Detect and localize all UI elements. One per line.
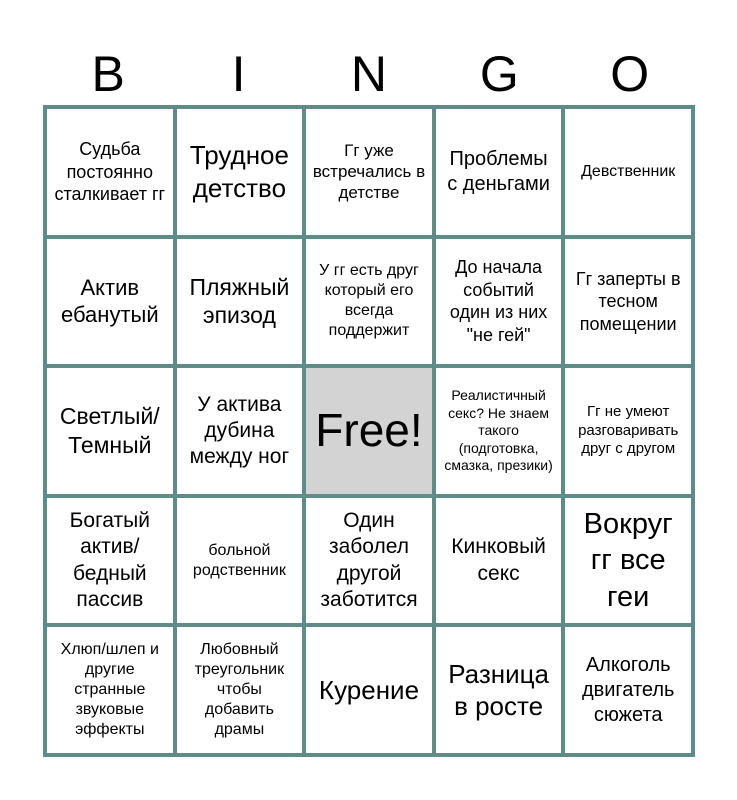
bingo-cell[interactable] (45, 625, 175, 755)
bingo-cell-text: Хлюп/шлеп и другие странные звуковые эффекты (60, 641, 159, 739)
bingo-cell-text: Гг не умеют разговаривать друг с другом (578, 402, 679, 458)
bingo-cell[interactable] (45, 496, 175, 626)
bingo-cell[interactable] (434, 237, 564, 367)
bingo-cell-text: Алкоголь двигатель сюжета (581, 653, 675, 726)
bingo-cell-text: У гг есть друг который его всегда поддержит (319, 262, 419, 340)
bingo-cell[interactable] (175, 625, 305, 755)
bingo-free-cell[interactable] (304, 366, 434, 496)
bingo-cell-text: больной родственник (192, 541, 286, 579)
bingo-cell-text: Гг уже встречались в детстве (312, 140, 426, 203)
bingo-cell[interactable] (175, 496, 305, 626)
bingo-cell[interactable] (563, 366, 693, 496)
bingo-cell-text: Богатый актив/ бедный пассив (69, 509, 150, 611)
bingo-cell[interactable] (45, 237, 175, 367)
header-letter-g: G (479, 46, 519, 102)
bingo-cell[interactable] (434, 625, 564, 755)
bingo-grid (43, 105, 695, 757)
bingo-cell-text: Один заболел другой заботится (320, 509, 418, 611)
bingo-cell-text: Free! (315, 404, 423, 457)
bingo-cell-text: Кинковый секс (451, 535, 546, 585)
bingo-cell-text: Проблемы с деньгами (447, 147, 550, 195)
bingo-cell[interactable] (434, 496, 564, 626)
bingo-cell[interactable] (45, 107, 175, 237)
bingo-cell[interactable] (563, 107, 693, 237)
bingo-cell-text: Трудное детство (189, 140, 289, 203)
header-letter-b: B (91, 46, 125, 102)
bingo-cell[interactable] (563, 625, 693, 755)
bingo-cell-text: Вокруг гг все геи (583, 508, 673, 613)
header-letter-o: O (610, 46, 650, 102)
bingo-cell[interactable] (175, 366, 305, 496)
bingo-cell[interactable] (304, 107, 434, 237)
bingo-cell[interactable] (45, 366, 175, 496)
bingo-cell-text: До начала событий один из них "не гей" (449, 257, 548, 345)
bingo-cell[interactable] (563, 237, 693, 367)
bingo-cell-text: Девственник (581, 162, 676, 180)
bingo-cell[interactable] (434, 107, 564, 237)
bingo-cell[interactable] (563, 496, 693, 626)
bingo-cell-text: Гг заперты в тесном помещении (575, 268, 681, 334)
bingo-cell-text: Актив ебанутый (60, 274, 159, 328)
bingo-cell[interactable] (175, 237, 305, 367)
bingo-cell-text: У актива дубина между ног (189, 392, 290, 469)
bingo-cell[interactable] (304, 625, 434, 755)
bingo-cell-text: Светлый/ Темный (59, 403, 160, 458)
header-letter-n: N (350, 46, 388, 102)
header-letter-i: I (231, 46, 246, 102)
bingo-cell[interactable] (434, 366, 564, 496)
bingo-header (43, 46, 695, 102)
bingo-cell-text: Разница в росте (448, 658, 549, 722)
bingo-cell[interactable] (304, 237, 434, 367)
bingo-cell-text: Реалистичный секс? Не знаем такого (подготовка, смазка, презики) (444, 387, 553, 474)
bingo-cell[interactable] (175, 107, 305, 237)
bingo-cell-text: Любовный треугольник чтобы добавить драмы (194, 641, 285, 739)
bingo-cell-text: Курение (318, 674, 420, 705)
bingo-cell-text: Пляжный эпизод (189, 273, 290, 329)
bingo-cell[interactable] (304, 496, 434, 626)
bingo-cell-text: Судьба постоянно сталкивает гг (54, 139, 166, 205)
